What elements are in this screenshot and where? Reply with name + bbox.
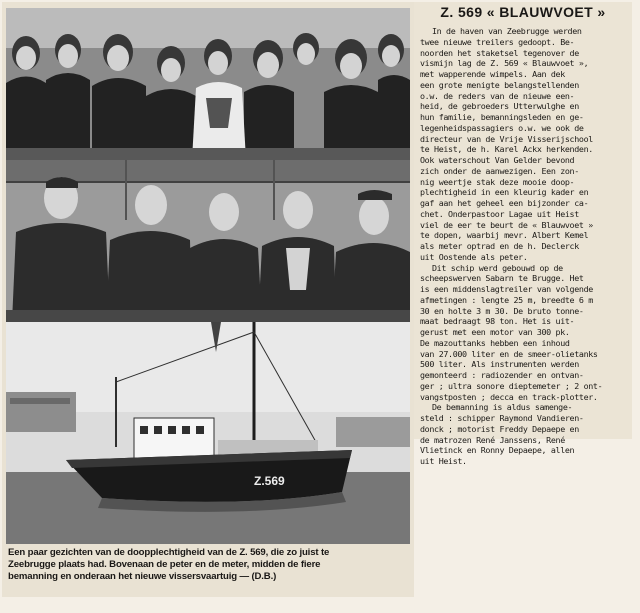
article-line: uit Heist. — [420, 456, 467, 466]
article-line: twee nieuwe treilers gedoopt. Be- — [420, 36, 575, 47]
article-line: nig weertje stak deze mooie doop- — [420, 176, 575, 187]
caption-line: bemanning en onderaan het nieuwe vissersvaartuig — (D.B.) — [8, 571, 277, 583]
article-line: vangstposten ; decca en track-plotter. — [420, 391, 598, 402]
caption-line: Zeebrugge plaats had. Bovenaan de peter en de meter, midden de fiere — [8, 559, 321, 571]
article-line: maat bedraagt 98 ton. Het is uit- — [420, 316, 575, 327]
article-line: steld : schipper Raymond Vandieren- — [420, 413, 584, 423]
article-line: van 27.000 liter en de smeer-olietanks — [420, 348, 598, 359]
article-line: zich onder de aanwezigen. Een zon- — [420, 165, 579, 176]
article-line: gemonteerd : radiozender en ontvan- — [420, 370, 584, 380]
article-line: afmetingen : lengte 25 m, breedte 6 m — [420, 294, 593, 305]
article-line: gaf aan het geheel een bijzonder ca- — [420, 198, 589, 208]
article-line: te dopen, waarbij mevr. Albert Kemel — [420, 230, 589, 241]
article-line: legenheidspassagiers o.w. we ook de — [420, 122, 584, 133]
article-line: vismijn lag de Z. 569 « Blauwvoet », — [420, 58, 589, 69]
article-line: In de haven van Zeebrugge werden — [432, 26, 582, 36]
article-line: De mazouttanks hebben een inhoud — [420, 337, 570, 348]
article-line: chet. Onderpastoor Lagae uit Heist — [420, 208, 579, 219]
article-line: Ook waterschout Van Gelder bevond — [420, 155, 575, 165]
article-line: scheepswerven Sabarn te Brugge. Het — [420, 273, 584, 284]
photo-trawler-image — [6, 322, 410, 544]
article-line: o.w. de reders van de nieuwe een- — [420, 90, 575, 101]
background-paper — [0, 599, 640, 613]
photo-crew-image — [6, 160, 410, 322]
photo-trawler — [6, 322, 410, 544]
article-line: De bemanning is aldus samenge- — [432, 402, 573, 413]
article-line: noorden het staketsel tegenover de — [420, 47, 579, 58]
photo-crew — [6, 160, 410, 322]
article-line: Vlietinck en Ronny Depaepe, allen — [420, 445, 575, 456]
article-line: de matrozen René Janssens, René — [420, 434, 565, 445]
article-line: met wapperende wimpels. Aan dek — [420, 69, 565, 79]
newspaper-clipping-article — [414, 2, 632, 466]
article-headline: Z. 569 « BLAUWVOET » — [440, 4, 606, 20]
article-line: als meter optrad en de h. Declerck — [420, 241, 579, 251]
article-line: directeur van de Vrije Visserijschool — [420, 133, 593, 144]
article-line: te Heist, de h. Karel Ackx herkenden. — [420, 144, 593, 155]
article-line: 30 en holte 3 m 30. De bruto tonne- — [420, 305, 584, 316]
ship-hull-number: Z.569 — [254, 474, 285, 488]
photo-caption — [8, 547, 408, 584]
article-line: plechtigheid in een kleurig kader en — [420, 187, 589, 198]
caption-line: Een paar gezichten van de doopplechtigheid van de Z. 569, die zo juist te — [8, 547, 330, 558]
article-line: donck ; motorist Freddy Depaepe en — [420, 423, 579, 434]
article-line: gerust met een motor van 300 pk. — [420, 327, 570, 337]
newspaper-clipping-photos — [2, 2, 414, 597]
article-line: Dit schip werd gebouwd op de — [432, 262, 563, 273]
article-line: hun familie, bemanningsleden en ge- — [420, 112, 584, 122]
photo-godparents-image — [6, 8, 410, 160]
article-body — [420, 26, 630, 467]
article-line: een grote menigte belangstellenden — [420, 79, 579, 90]
photo-godparents — [6, 8, 410, 160]
article-line: heid, de gebroeders Utterwulghe en — [420, 101, 579, 112]
article-line: viel de eer te beurt de « Blauwvoet » — [420, 219, 593, 230]
article-line: uit Oostende als peter. — [420, 251, 528, 262]
article-line: ger ; ultra sonore dieptemeter ; 2 ont- — [420, 380, 603, 391]
article-line: 500 liter. Als instrumenten werden — [420, 359, 579, 370]
article-line: is een middenslagtreiler van volgende — [420, 284, 593, 294]
